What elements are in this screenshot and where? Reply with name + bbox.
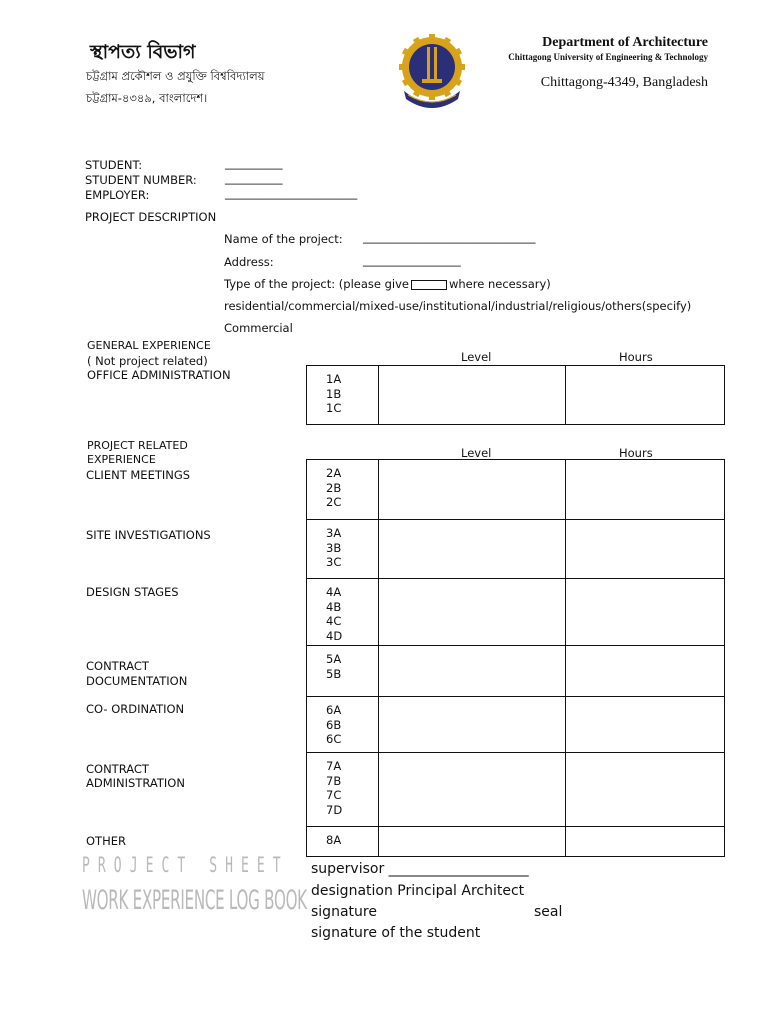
code-label: 3A xyxy=(326,526,342,540)
project-type-options: residential/commercial/mixed-use/institutional/industrial/religious/others(specify) xyxy=(224,299,692,313)
code-label: 5B xyxy=(326,666,342,681)
employer-label: EMPLOYER: xyxy=(85,188,150,202)
level-cell[interactable] xyxy=(379,460,566,520)
student-blank[interactable]: __________ xyxy=(225,156,283,170)
code-cell xyxy=(307,520,379,579)
code-label: 1B xyxy=(326,386,342,401)
project-description-heading: PROJECT DESCRIPTION xyxy=(85,210,217,224)
watermark-log-book: WORK EXPERIENCE LOG BOOK xyxy=(82,885,307,916)
table-row xyxy=(307,753,725,827)
hours-column-header: Hours xyxy=(619,446,653,460)
client-meetings-label: CLIENT MEETINGS xyxy=(86,468,191,482)
project-name-blank[interactable]: ______________________________ xyxy=(363,230,536,244)
table-row xyxy=(307,827,725,857)
contract-documentation-label-1: CONTRACT xyxy=(86,659,149,673)
code-label: 2B xyxy=(326,480,342,495)
code-label: 4A xyxy=(326,585,342,599)
code-label: 2C xyxy=(326,495,342,510)
table-row xyxy=(307,646,725,697)
code-label: 8A xyxy=(326,833,342,847)
general-experience-heading: GENERAL EXPERIENCE xyxy=(87,339,211,352)
contract-administration-label-1: CONTRACT xyxy=(86,762,149,776)
project-type-line xyxy=(224,277,551,291)
level-cell[interactable] xyxy=(379,646,566,697)
coordination-label: CO- ORDINATION xyxy=(86,702,185,716)
table-row xyxy=(307,520,725,579)
code-label: 7D xyxy=(326,802,343,817)
code-cell xyxy=(307,753,379,827)
project-name-label: Name of the project: xyxy=(224,232,343,246)
employer-blank[interactable]: _______________________ xyxy=(225,186,358,200)
project-address-blank[interactable]: _________________ xyxy=(363,253,461,267)
hours-cell[interactable] xyxy=(566,366,725,425)
project-type-value: Commercial xyxy=(224,321,293,335)
code-cell xyxy=(307,579,379,646)
contract-documentation-label-2: DOCUMENTATION xyxy=(86,674,188,688)
table-row xyxy=(307,697,725,753)
level-column-header: Level xyxy=(461,350,492,364)
table-row xyxy=(307,366,725,425)
code-label: 4C xyxy=(326,614,342,629)
student-number-label: STUDENT NUMBER: xyxy=(85,173,197,187)
department-address: Chittagong-4349, Bangladesh xyxy=(540,75,708,90)
bangla-department-title: স্থাপত্য বিভাগ xyxy=(90,41,196,63)
project-type-label-pre: Type of the project: (please give xyxy=(224,277,409,291)
code-label: 6A xyxy=(326,703,342,717)
bangla-address: চট্টগ্রাম-৪৩৪৯, বাংলাদেশ। xyxy=(86,91,208,105)
code-label: 2A xyxy=(326,466,342,480)
code-cell xyxy=(307,366,379,425)
design-stages-label: DESIGN STAGES xyxy=(86,585,179,599)
hours-cell[interactable] xyxy=(566,579,725,646)
table-row xyxy=(307,579,725,646)
hours-cell[interactable] xyxy=(566,460,725,520)
contract-administration-label-2: ADMINISTRATION xyxy=(86,776,185,790)
hours-cell[interactable] xyxy=(566,753,725,827)
seal-label: seal xyxy=(534,904,563,920)
student-signature-label: signature of the student xyxy=(311,925,481,941)
designation-line: designation Principal Architect xyxy=(311,883,525,899)
project-related-heading-line2: EXPERIENCE xyxy=(87,453,156,466)
code-cell xyxy=(307,460,379,520)
general-experience-note: ( Not project related) xyxy=(87,354,208,368)
hours-cell[interactable] xyxy=(566,697,725,753)
student-label: STUDENT: xyxy=(85,158,143,172)
project-related-heading-line1: PROJECT RELATED xyxy=(87,439,188,452)
hours-cell[interactable] xyxy=(566,827,725,857)
project-address-label: Address: xyxy=(224,255,274,269)
hours-cell[interactable] xyxy=(566,646,725,697)
code-cell xyxy=(307,697,379,753)
code-label: 1C xyxy=(326,401,342,416)
site-investigations-label: SITE INVESTIGATIONS xyxy=(86,528,211,542)
office-administration-label: OFFICE ADMINISTRATION xyxy=(87,368,231,382)
code-cell xyxy=(307,646,379,697)
code-label: 4B xyxy=(326,599,342,614)
supervisor-line[interactable]: supervisor ____________________ xyxy=(311,861,529,877)
general-experience-table xyxy=(306,365,725,425)
university-name: Chittagong University of Engineering & Technology xyxy=(508,52,708,62)
code-label: 5A xyxy=(326,652,342,666)
code-label: 6C xyxy=(326,732,342,747)
code-label: 7B xyxy=(326,773,342,788)
bangla-university-name: চট্টগ্রাম প্রকৌশল ও প্রযুক্তি বিশ্ববিদ্যালয় xyxy=(86,69,265,83)
level-cell[interactable] xyxy=(379,366,566,425)
hours-column-header: Hours xyxy=(619,350,653,364)
other-label: OTHER xyxy=(86,834,126,848)
code-label: 4D xyxy=(326,628,343,643)
signature-label: signature xyxy=(311,904,377,920)
watermark-project-sheet: PROJECT SHEET xyxy=(82,853,289,877)
code-label: 1A xyxy=(326,372,342,386)
university-seal-icon xyxy=(398,33,466,109)
code-label: 7A xyxy=(326,759,342,773)
project-related-table xyxy=(306,459,725,857)
level-cell[interactable] xyxy=(379,697,566,753)
level-column-header: Level xyxy=(461,446,492,460)
project-type-label-post: where necessary) xyxy=(448,277,551,291)
hours-cell[interactable] xyxy=(566,520,725,579)
code-label: 6B xyxy=(326,717,342,732)
level-cell[interactable] xyxy=(379,520,566,579)
level-cell[interactable] xyxy=(379,753,566,827)
code-label: 3C xyxy=(326,555,342,570)
table-row xyxy=(307,460,725,520)
code-cell xyxy=(307,827,379,857)
code-label: 3B xyxy=(326,540,342,555)
code-label: 7C xyxy=(326,788,342,803)
level-cell[interactable] xyxy=(379,579,566,646)
level-cell[interactable] xyxy=(379,827,566,857)
department-title: Department of Architecture xyxy=(542,35,708,50)
student-number-blank[interactable]: __________ xyxy=(225,171,283,185)
tick-box xyxy=(411,280,447,290)
